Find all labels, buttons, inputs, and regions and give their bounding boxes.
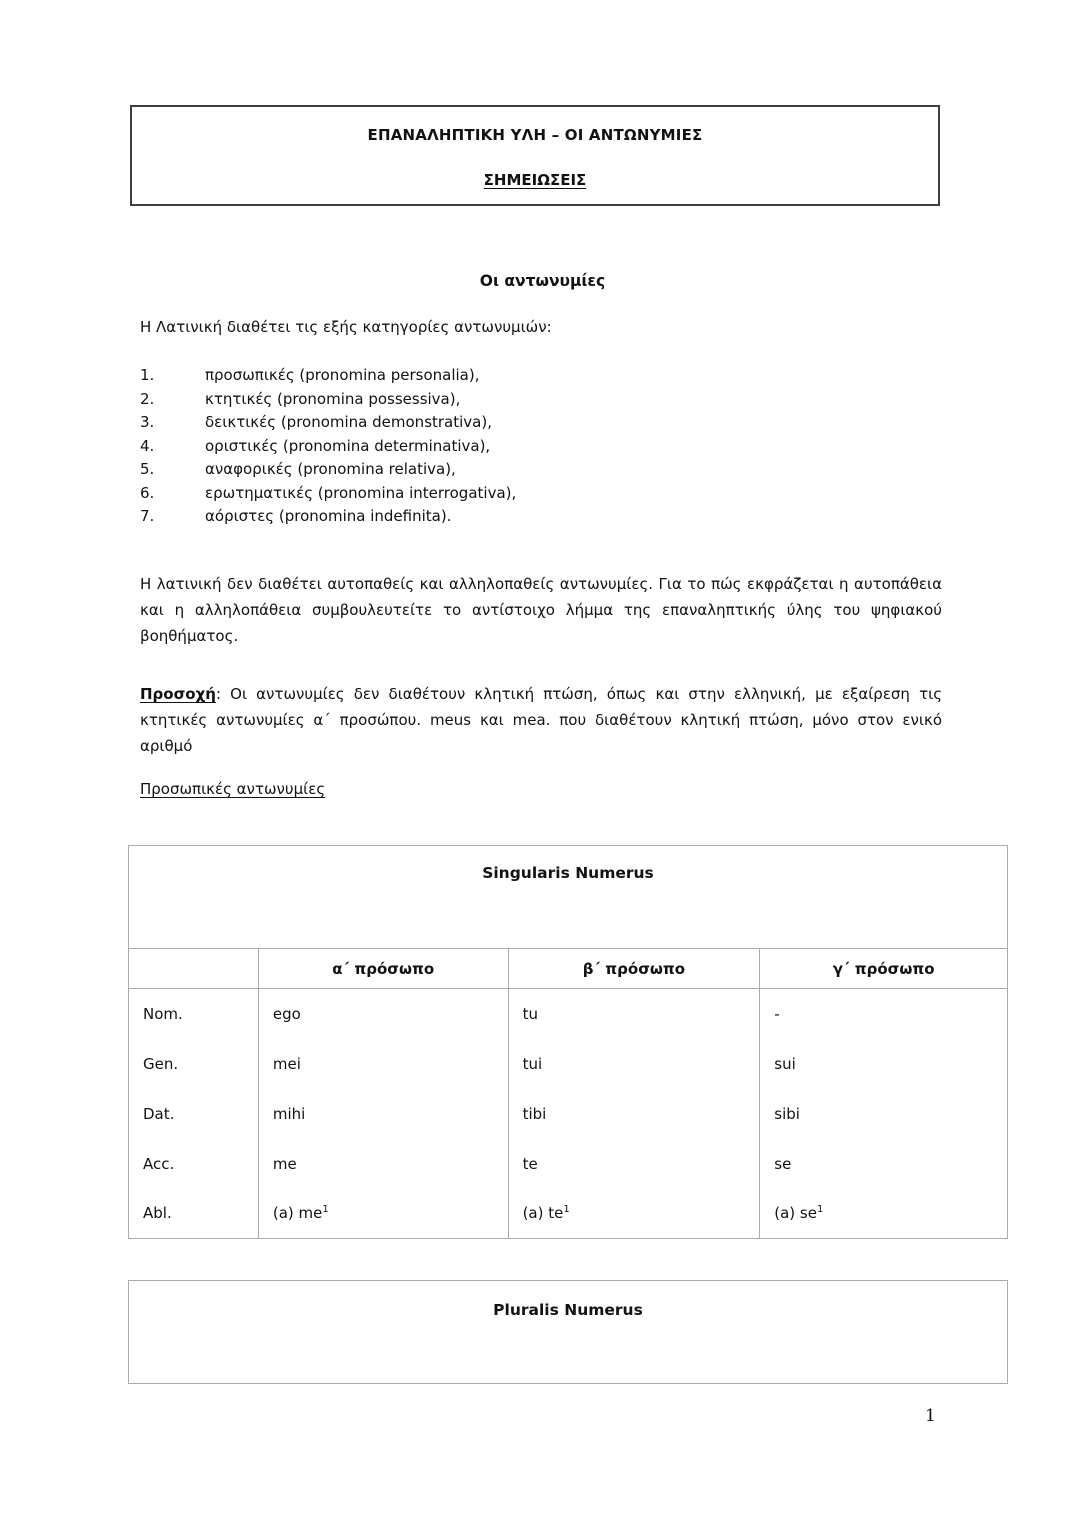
- page-number: 1: [925, 1406, 936, 1426]
- list-item: [140, 505, 945, 529]
- footnote-marker: 1: [563, 1204, 570, 1216]
- table-cell: me: [258, 1139, 508, 1189]
- cell-text: (a) te: [522, 1204, 564, 1223]
- list-item: [140, 482, 945, 506]
- table-cell: se: [760, 1139, 1008, 1189]
- paragraph-reflexive: Η λατινική δεν διαθέτει αυτοπαθείς και αλληλοπαθείς αντωνυμίες. Για το πώς εκφράζεται η αυτοπάθεια και η αλληλοπάθεια συμβουλευτείτε το αντίστοιχο λήμμα της επαναληπτικής ύλης του ψηφιακού βοηθήματος.: [140, 575, 942, 645]
- list-item: [140, 388, 945, 412]
- list-item-number: 5.: [140, 460, 155, 478]
- list-item-label: ερωτηματικές (pronomina interrogativa),: [205, 483, 517, 502]
- table-caption: Singularis Numerus: [129, 846, 1008, 949]
- header-cell-first-person: α΄ πρόσωπο: [258, 949, 508, 989]
- document-subtitle: ΣΗΜΕΙΩΣΕΙΣ: [483, 171, 587, 189]
- cell-text: (a) me: [272, 1204, 323, 1223]
- table-cell: sui: [760, 1039, 1008, 1089]
- list-item-label: αόριστες (pronomina indefinita).: [205, 507, 452, 525]
- table-row-genitive: [129, 1039, 1008, 1089]
- header-cell-third-person: γ΄ πρόσωπο: [760, 949, 1008, 989]
- list-item: [140, 435, 945, 459]
- header-cell-second-person: β΄ πρόσωπο: [508, 949, 760, 989]
- table-cell: sibi: [760, 1089, 1008, 1139]
- list-item-label: κτητικές (pronomina possessiva),: [205, 389, 461, 408]
- case-label: Gen.: [129, 1039, 259, 1089]
- table-row-nominative: [129, 989, 1008, 1039]
- table-cell: te: [508, 1139, 760, 1189]
- table-caption-row: [129, 846, 1008, 949]
- case-label: Nom.: [129, 989, 259, 1039]
- list-item: [140, 364, 945, 388]
- table-cell: mei: [258, 1039, 508, 1089]
- list-item-number: 4.: [140, 436, 155, 455]
- table-row-ablative: [129, 1189, 1008, 1239]
- table-row-dative: [129, 1089, 1008, 1139]
- intro-paragraph: Η Λατινική διαθέτει τις εξής κατηγορίες αντωνυμιών:: [140, 318, 552, 336]
- table-cell: ego: [258, 989, 508, 1039]
- list-item-number: 3.: [140, 413, 155, 431]
- header-box: [130, 105, 940, 206]
- table-cell: tibi: [508, 1089, 760, 1139]
- list-item-number: 2.: [140, 389, 155, 408]
- table-cell: [760, 1189, 1008, 1239]
- table-cell: tui: [508, 1039, 760, 1089]
- plural-pronouns-table: [128, 1280, 1008, 1384]
- list-item-number: 6.: [140, 483, 155, 502]
- subsection-title: Προσωπικές αντωνυμίες: [140, 780, 326, 798]
- footnote-marker: 1: [322, 1204, 329, 1216]
- list-item-label: δεικτικές (pronomina demonstrativa),: [205, 413, 492, 431]
- table-cell: mihi: [258, 1089, 508, 1139]
- document-title: ΕΠΑΝΑΛΗΠΤΙΚΗ ΥΛΗ – ΟΙ ΑΝΤΩΝΥΜΙΕΣ: [367, 126, 703, 144]
- table-cell: [258, 1189, 508, 1239]
- cell-text: (a) se: [774, 1204, 817, 1223]
- note-text: : Οι αντωνυμίες δεν διαθέτουν κλητική πτώση, όπως και στην ελληνική, με εξαίρεση τις κτητικές αντωνυμίες α΄ προσώπου. meus και mea. που διαθέτουν κλητική πτώση, μόνο στον ενικό αριθμό: [140, 685, 942, 755]
- list-item-label: αναφορικές (pronomina relativa),: [205, 460, 456, 478]
- footnote-marker: 1: [816, 1204, 824, 1216]
- singular-pronouns-table: [128, 845, 1008, 1239]
- note-label: Προσοχή: [140, 685, 216, 703]
- table-caption: Pluralis Numerus: [493, 1301, 643, 1319]
- case-label: Dat.: [129, 1089, 259, 1139]
- list-item: [140, 458, 945, 482]
- section-title: Οι αντωνυμίες: [479, 272, 606, 290]
- list-item: [140, 411, 945, 435]
- table-cell: tu: [508, 989, 760, 1039]
- list-item-number: 7.: [140, 507, 155, 525]
- header-cell-empty: [129, 949, 259, 989]
- pronoun-category-list: [140, 364, 945, 529]
- paragraph-note: [140, 681, 942, 759]
- table-cell: [508, 1189, 760, 1239]
- case-label: Acc.: [129, 1139, 259, 1189]
- table-row-accusative: [129, 1139, 1008, 1189]
- table-header-row: [129, 949, 1008, 989]
- list-item-label: οριστικές (pronomina determinativa),: [205, 436, 491, 455]
- case-label: Abl.: [129, 1189, 259, 1239]
- list-item-label: προσωπικές (pronomina personalia),: [205, 366, 480, 384]
- list-item-number: 1.: [140, 366, 155, 384]
- table-cell: -: [760, 989, 1008, 1039]
